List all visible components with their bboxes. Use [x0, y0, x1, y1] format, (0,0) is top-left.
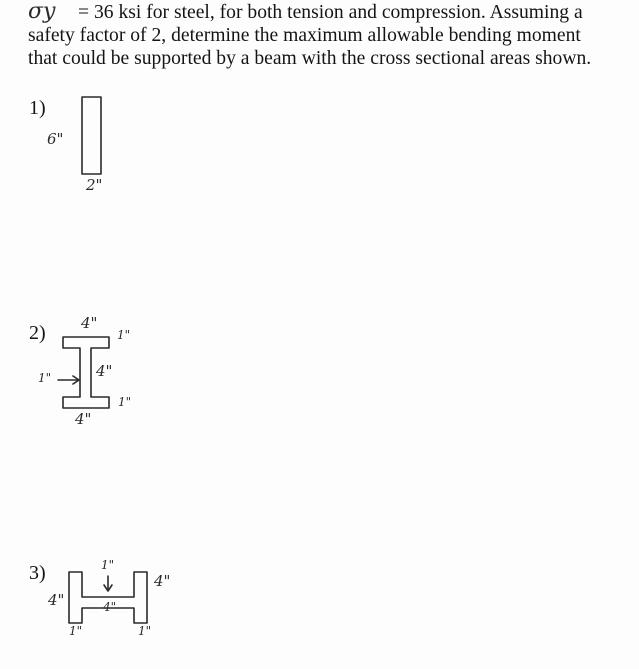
figure-2-bottom-flange-thickness-label: 1" — [118, 395, 132, 409]
sigma-y-symbol: σy — [28, 0, 56, 24]
figure-2-top-flange-width-label: 4" — [81, 314, 98, 332]
figure-2-top-flange-thickness-label: 1" — [117, 328, 131, 342]
figure-1-height-label: 6" — [47, 130, 64, 148]
problem-line-3: that could be supported by a beam with the cross sectional areas shown. — [28, 48, 592, 69]
figure-3-right-height-label: 4" — [154, 572, 171, 590]
figure-2-number: 2) — [29, 322, 46, 344]
figure-1-number: 1) — [29, 97, 46, 119]
figure-2-web-thickness-label: 1" — [38, 371, 52, 385]
figure-3-web-width-label: 4" — [103, 600, 117, 614]
figure-3-left-height-label: 4" — [48, 591, 65, 609]
figure-3-web-thickness-label: 1" — [101, 558, 115, 572]
figure-2-bottom-flange-width-label: 4" — [75, 410, 92, 428]
figure-2-web-height-label: 4" — [96, 362, 113, 380]
problem-line-2: safety factor of 2, determine the maximum allowable bending moment — [28, 25, 581, 46]
problem-line-1-text: = 36 ksi for steel, for both tension and compression. Assuming a — [78, 2, 583, 23]
figure-3-number: 3) — [29, 562, 46, 584]
figure-1-width-label: 2" — [86, 176, 103, 194]
figure-3-right-flange-thickness-label: 1" — [138, 624, 152, 638]
figure-3-left-flange-thickness-label: 1" — [69, 624, 83, 638]
